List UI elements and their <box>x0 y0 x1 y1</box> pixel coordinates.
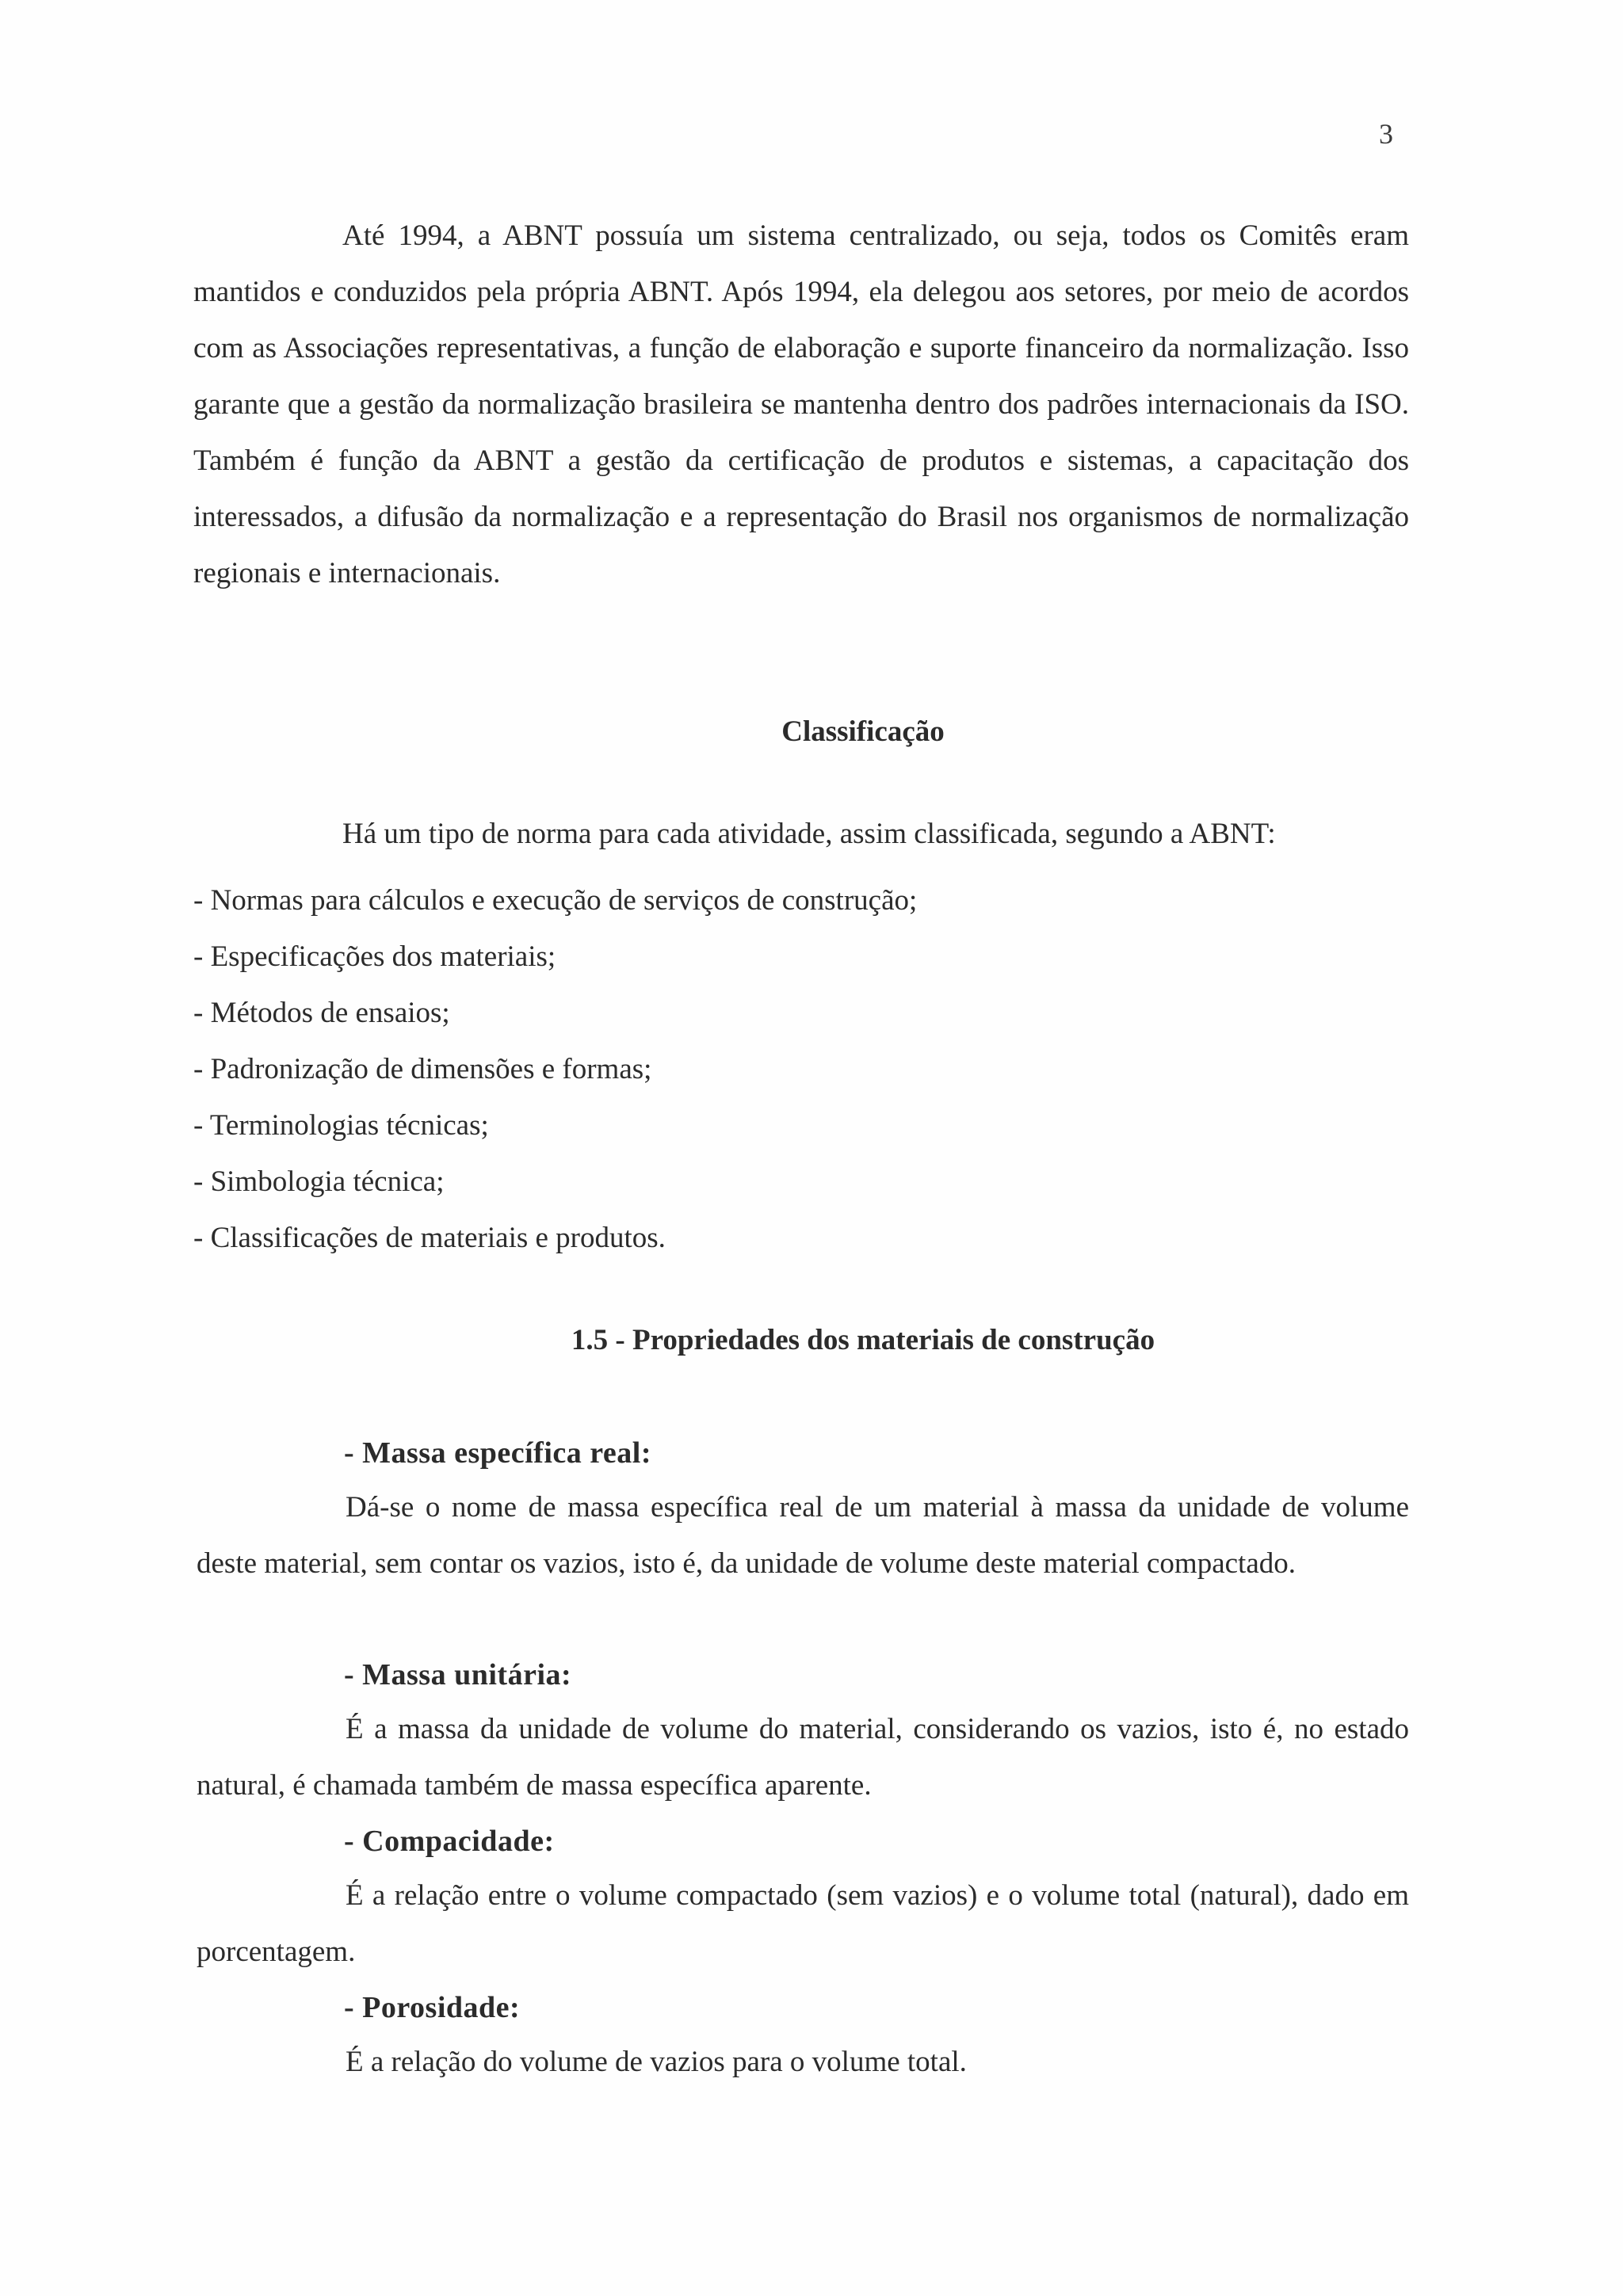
list-item: - Classificações de materiais e produtos. <box>193 1222 666 1254</box>
property-title-massa-unitaria: - Massa unitária: <box>344 1658 572 1691</box>
classification-list <box>193 872 917 1266</box>
property-title-porosidade: - Porosidade: <box>344 1991 521 2024</box>
intro-paragraph: Até 1994, a ABNT possuía um sistema centralizado, ou seja, todos os Comitês eram mantidos e conduzidos pela própria ABNT. Após 1994, ela delegou aos setores, por meio de acordos com as Associações representativas, a função de elaboração e suporte financeiro da normalização. Isso garante que a gestão da normalização brasileira se mantenha dentro dos padrões internacionais da ISO. Também é função da ABNT a gestão da certificação de produtos e sistemas, a capacitação dos interessados, a difusão da normalização e a representação do Brasil nos organismos de normalização regionais e internacionais. <box>193 219 1409 589</box>
list-item: - Especificações dos materiais; <box>193 940 556 973</box>
property-text-massa-especifica-real: Dá-se o nome de massa específica real de um material à massa da unidade de volume deste material, sem contar os vazios, isto é, da unidade de volume deste material compactado. <box>197 1491 1409 1580</box>
list-item: - Métodos de ensaios; <box>193 997 450 1029</box>
property-text-compacidade: É a relação entre o volume compactado (sem vazios) e o volume total (natural), dado em porcentagem. <box>197 1879 1409 1968</box>
classification-heading: Classificação <box>781 715 945 748</box>
list-item: - Normas para cálculos e execução de serviços de construção; <box>193 884 918 917</box>
page-number: 3 <box>1379 118 1393 150</box>
classification-intro: Há um tipo de norma para cada atividade, assim classificada, segundo a ABNT: <box>342 818 1276 850</box>
section-heading: 1.5 - Propriedades dos materiais de construção <box>571 1324 1155 1356</box>
property-text-massa-unitaria: É a massa da unidade de volume do material, considerando os vazios, isto é, no estado natural, é chamada também de massa específica aparente. <box>197 1713 1409 1802</box>
property-title-compacidade: - Compacidade: <box>344 1825 555 1858</box>
property-title-massa-especifica-real: - Massa específica real: <box>344 1436 652 1470</box>
list-item: - Padronização de dimensões e formas; <box>193 1053 652 1085</box>
property-text-porosidade: É a relação do volume de vazios para o volume total. <box>346 2046 967 2078</box>
list-item: - Terminologias técnicas; <box>193 1109 489 1142</box>
list-item: - Simbologia técnica; <box>193 1165 445 1198</box>
